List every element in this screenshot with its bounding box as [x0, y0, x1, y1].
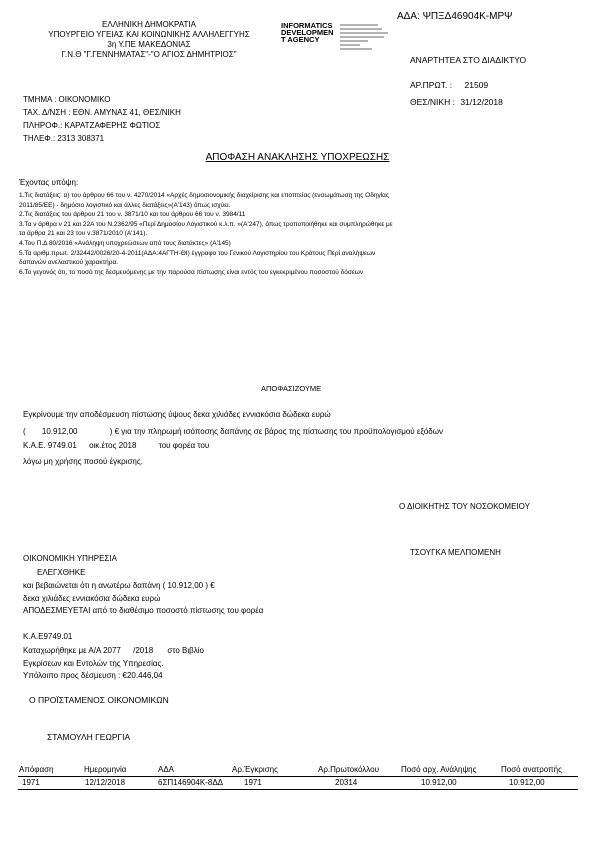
consideration-line: 2011/85/ΕΕ) - δημόσιο λογιστικό και άλλες διατάξεις»(Α'143) όπως ισχύει.	[19, 201, 231, 209]
open-paren: (	[23, 427, 26, 436]
consideration-line: τα άρθρα 21 και 23 του ν.3871/2010 (Α'141).	[19, 230, 148, 238]
finance-registered-book: στο Βιβλίο	[167, 646, 204, 655]
decision-line-kae	[23, 441, 209, 450]
consideration-line: 3.Τα ν άρθρα ν 21 και 22Α του Ν.2362/95 «Περί Δημοσίου Λογιστικού κ.λ.π. »(Α'247), όπως τροποποιήθηκε και συμπληρώθηκε με	[19, 220, 393, 228]
decision-reason: λόγω μη χρήσης ποσού έγκρισης.	[23, 457, 143, 466]
contact-address: ΤΑΧ. Δ/ΝΣΗ : ΕΘΝ. ΑΜΥΝΑΣ 41, ΘΕΣ/ΝΙΚΗ	[23, 108, 181, 117]
consideration-line: 1.Τις διατάξεις: α) του άρθρου 66 του ν. 4270/2014 «Αρχές δημοσιονομικής διαχείρισης και εποπτείας (ενσωμάτωση της Οδηγίας	[19, 192, 390, 199]
consideration-line: 5.Τα αριθμ.πρωτ. 2/32442/0026/20-4-2011(ΑΔΑ:4ΑΓΤΗ-ΘΙ) έγγραφο του Γενικού Λογιστηρίου του Κράτους Περί αναλήψεων	[19, 249, 376, 257]
consideration-line: 4.Του Π.Δ 80/2016 «Ανάληψη υποχρεώσεων από τους διατάκτες» (Α'145)	[19, 239, 231, 247]
decision-line-amount	[23, 427, 443, 436]
informatics-stamp-logo: INFORMATICS DEVELOPMEN T AGENCY	[281, 21, 334, 44]
decision-line-approve: Εγκρίνουμε την αποδέσμευση πίστωσης ύψους δεκα χιλιάδες εννιακόσια δώδεκα ευρώ	[23, 410, 331, 419]
table-header-cell: Αρ.Πρωτοκόλλου	[318, 765, 379, 774]
contact-info-person: ΠΛΗΡΟΦ.: ΚΑΡΑΤΖΑΦΕΡΗΣ ΦΩΤΙΟΣ	[23, 121, 161, 130]
finance-head-title: Ο ΠΡΟΪΣΤΑΜΕΝΟΣ ΟΙΚΟΝΟΜΙΚΩΝ	[29, 695, 169, 705]
table-bottom-rule	[18, 789, 578, 790]
table-cell: 1971	[22, 778, 40, 787]
decision-amount: 10.912,00	[41, 427, 78, 436]
decision-heading: ΑΠΟΦΑΣΙΖΟΥΜΕ	[261, 384, 322, 393]
table-header-cell: Ποσό ανατροπής	[501, 765, 562, 774]
header-org-block	[14, 20, 284, 60]
finance-remaining-value: €20.446,04	[122, 671, 163, 680]
header-line-ministry: ΥΠΟΥΡΓΕΙΟ ΥΓΕΙΑΣ ΚΑΙ ΚΟΙΝΩΝΙΚΗΣ ΑΛΛΗΛΕΓΓΥΗΣ	[48, 30, 250, 39]
table-header-cell: Ποσό αρχ. Ανάληψης	[401, 765, 477, 774]
finance-checked: ΕΛΕΓΧΘΗΚΕ	[37, 568, 86, 577]
table-header-cell: Αρ.Έγκρισης	[232, 765, 278, 774]
table-header-cell: Απόφαση	[19, 765, 54, 774]
header-line-republic: ΕΛΛΗΝΙΚΗ ΔΗΜΟΚΡΑΤΙΑ	[102, 20, 196, 29]
director-name: ΤΣΟΥΓΚΑ ΜΕΛΠΟΜΕΝΗ	[410, 548, 501, 557]
consideration-line: 2.Τις διατάξεις του άρθρου 21 του ν. 3871/10 και του άρθρου 66 του ν. 3984/11	[19, 211, 246, 219]
director-title: Ο ΔΙΟΙΚΗΤΗΣ ΤΟΥ ΝΟΣΟΚΟΜΕΙΟΥ	[399, 502, 530, 511]
stamp-fine-print-icon	[338, 22, 393, 55]
consideration-line: δαπανών ανελαστικού χαρακτήρα.	[19, 259, 119, 267]
post-online-label: ΑΝΑΡΤΗΤΕΑ ΣΤΟ ΔΙΑΔΙΚΤΥΟ	[410, 55, 527, 65]
protocol-label: ΑΡ.ΠΡΩΤ. :	[410, 80, 453, 90]
protocol-value: 21509	[464, 80, 489, 90]
header-line-hospital: Γ.Ν.Θ "Γ.ΓΕΝΝΗΜΑΤΑΣ"-"Ο ΑΓΙΟΣ ΔΗΜΗΤΡΙΟΣ"	[61, 50, 237, 59]
table-cell: 10.912,00	[509, 778, 545, 787]
finance-registered	[23, 646, 204, 655]
finance-registered-year: /2018	[133, 646, 154, 655]
document-date	[410, 97, 503, 107]
finance-head-name: ΣΤΑΜΟΥΛΗ ΓΕΩΡΓΙΑ	[47, 732, 131, 742]
header-line-region: 3η Υ.ΠΕ ΜΑΚΕΔΟΝΙΑΣ	[107, 40, 191, 49]
table-cell: 12/12/2018	[85, 778, 126, 787]
table-header-rule	[18, 776, 578, 777]
finance-kae: Κ.Α.Ε9749.01	[23, 632, 73, 641]
table-cell: 6ΣΠ146904Κ-8ΔΔ	[158, 778, 224, 787]
date-label: ΘΕΣ/ΝΙΚΗ :	[410, 97, 455, 107]
table-header-cell: Ημερομηνία	[84, 765, 127, 774]
protocol-number	[410, 80, 488, 90]
ada-code: ΑΔΑ: ΨΠΞΔ46904Κ-ΜΡΨ	[397, 11, 513, 22]
finance-service: ΟΙΚΟΝΟΜΙΚΗ ΥΠΗΡΕΣΙΑ	[23, 554, 117, 563]
consideration-line: 6.Το γεγονός ότι, το ποσό της δεσμευόμενης με την παρούσα πίστωσης είναι εντός του εγκεκριμένου ποσοστού δόσεων	[19, 268, 364, 276]
finance-registered-prefix: Καταχωρήθηκε με Α/Α 2077	[23, 646, 121, 655]
finance-certify: και βεβαιώνεται ότι η ανωτέρω δαπάνη ( 10.912,00 ) €	[23, 581, 215, 590]
table-header-cell: ΑΔΑ	[158, 765, 175, 774]
decision-amount-rest: ) € για την πληρωμή ισόποσης δαπάνης σε βάρος της πίστωσης του προϋπολογισμού εξόδων	[109, 427, 443, 436]
finance-book-name: Εγκρίσεων και Εντολών της Υπηρεσίας.	[23, 659, 164, 668]
finance-remaining	[23, 671, 163, 680]
finance-amount-words: δεκα χιλιάδες εννιακόσια δώδεκα ευρώ	[23, 594, 161, 603]
finance-remaining-label: Υπόλοιπο προς δέσμευση :	[23, 671, 121, 680]
decision-fiscal-year: οικ.έτος 2018	[89, 441, 137, 450]
considerations-heading: Έχοντας υπόψη:	[19, 178, 79, 187]
contact-phone: ΤΗΛΕΦ.: 2313 308371	[23, 134, 105, 143]
finance-released: ΑΠΟΔΕΣΜΕΥΕΤΑΙ από το διαθέσιμο ποσοστό πίστωσης του φορέα	[23, 606, 264, 615]
table-cell: 1971	[244, 778, 262, 787]
document-title: ΑΠΟΦΑΣΗ ΑΝΑΚΛΗΣΗΣ ΥΠΟΧΡΕΩΣΗΣ	[205, 152, 390, 163]
stamp-signature-mark	[338, 22, 393, 55]
contact-department: ΤΜΗΜΑ : ΟΙΚΟΝΟΜΙΚΟ	[23, 95, 111, 104]
considerations-list	[19, 191, 393, 277]
date-value: 31/12/2018	[460, 97, 503, 107]
decision-entity: του φορέα του	[158, 441, 210, 450]
table-cell: 20314	[335, 778, 358, 787]
contact-block	[23, 93, 181, 145]
table-cell: 10.912,00	[421, 778, 457, 787]
decision-kae: Κ.Α.Ε. 9749.01	[23, 441, 77, 450]
